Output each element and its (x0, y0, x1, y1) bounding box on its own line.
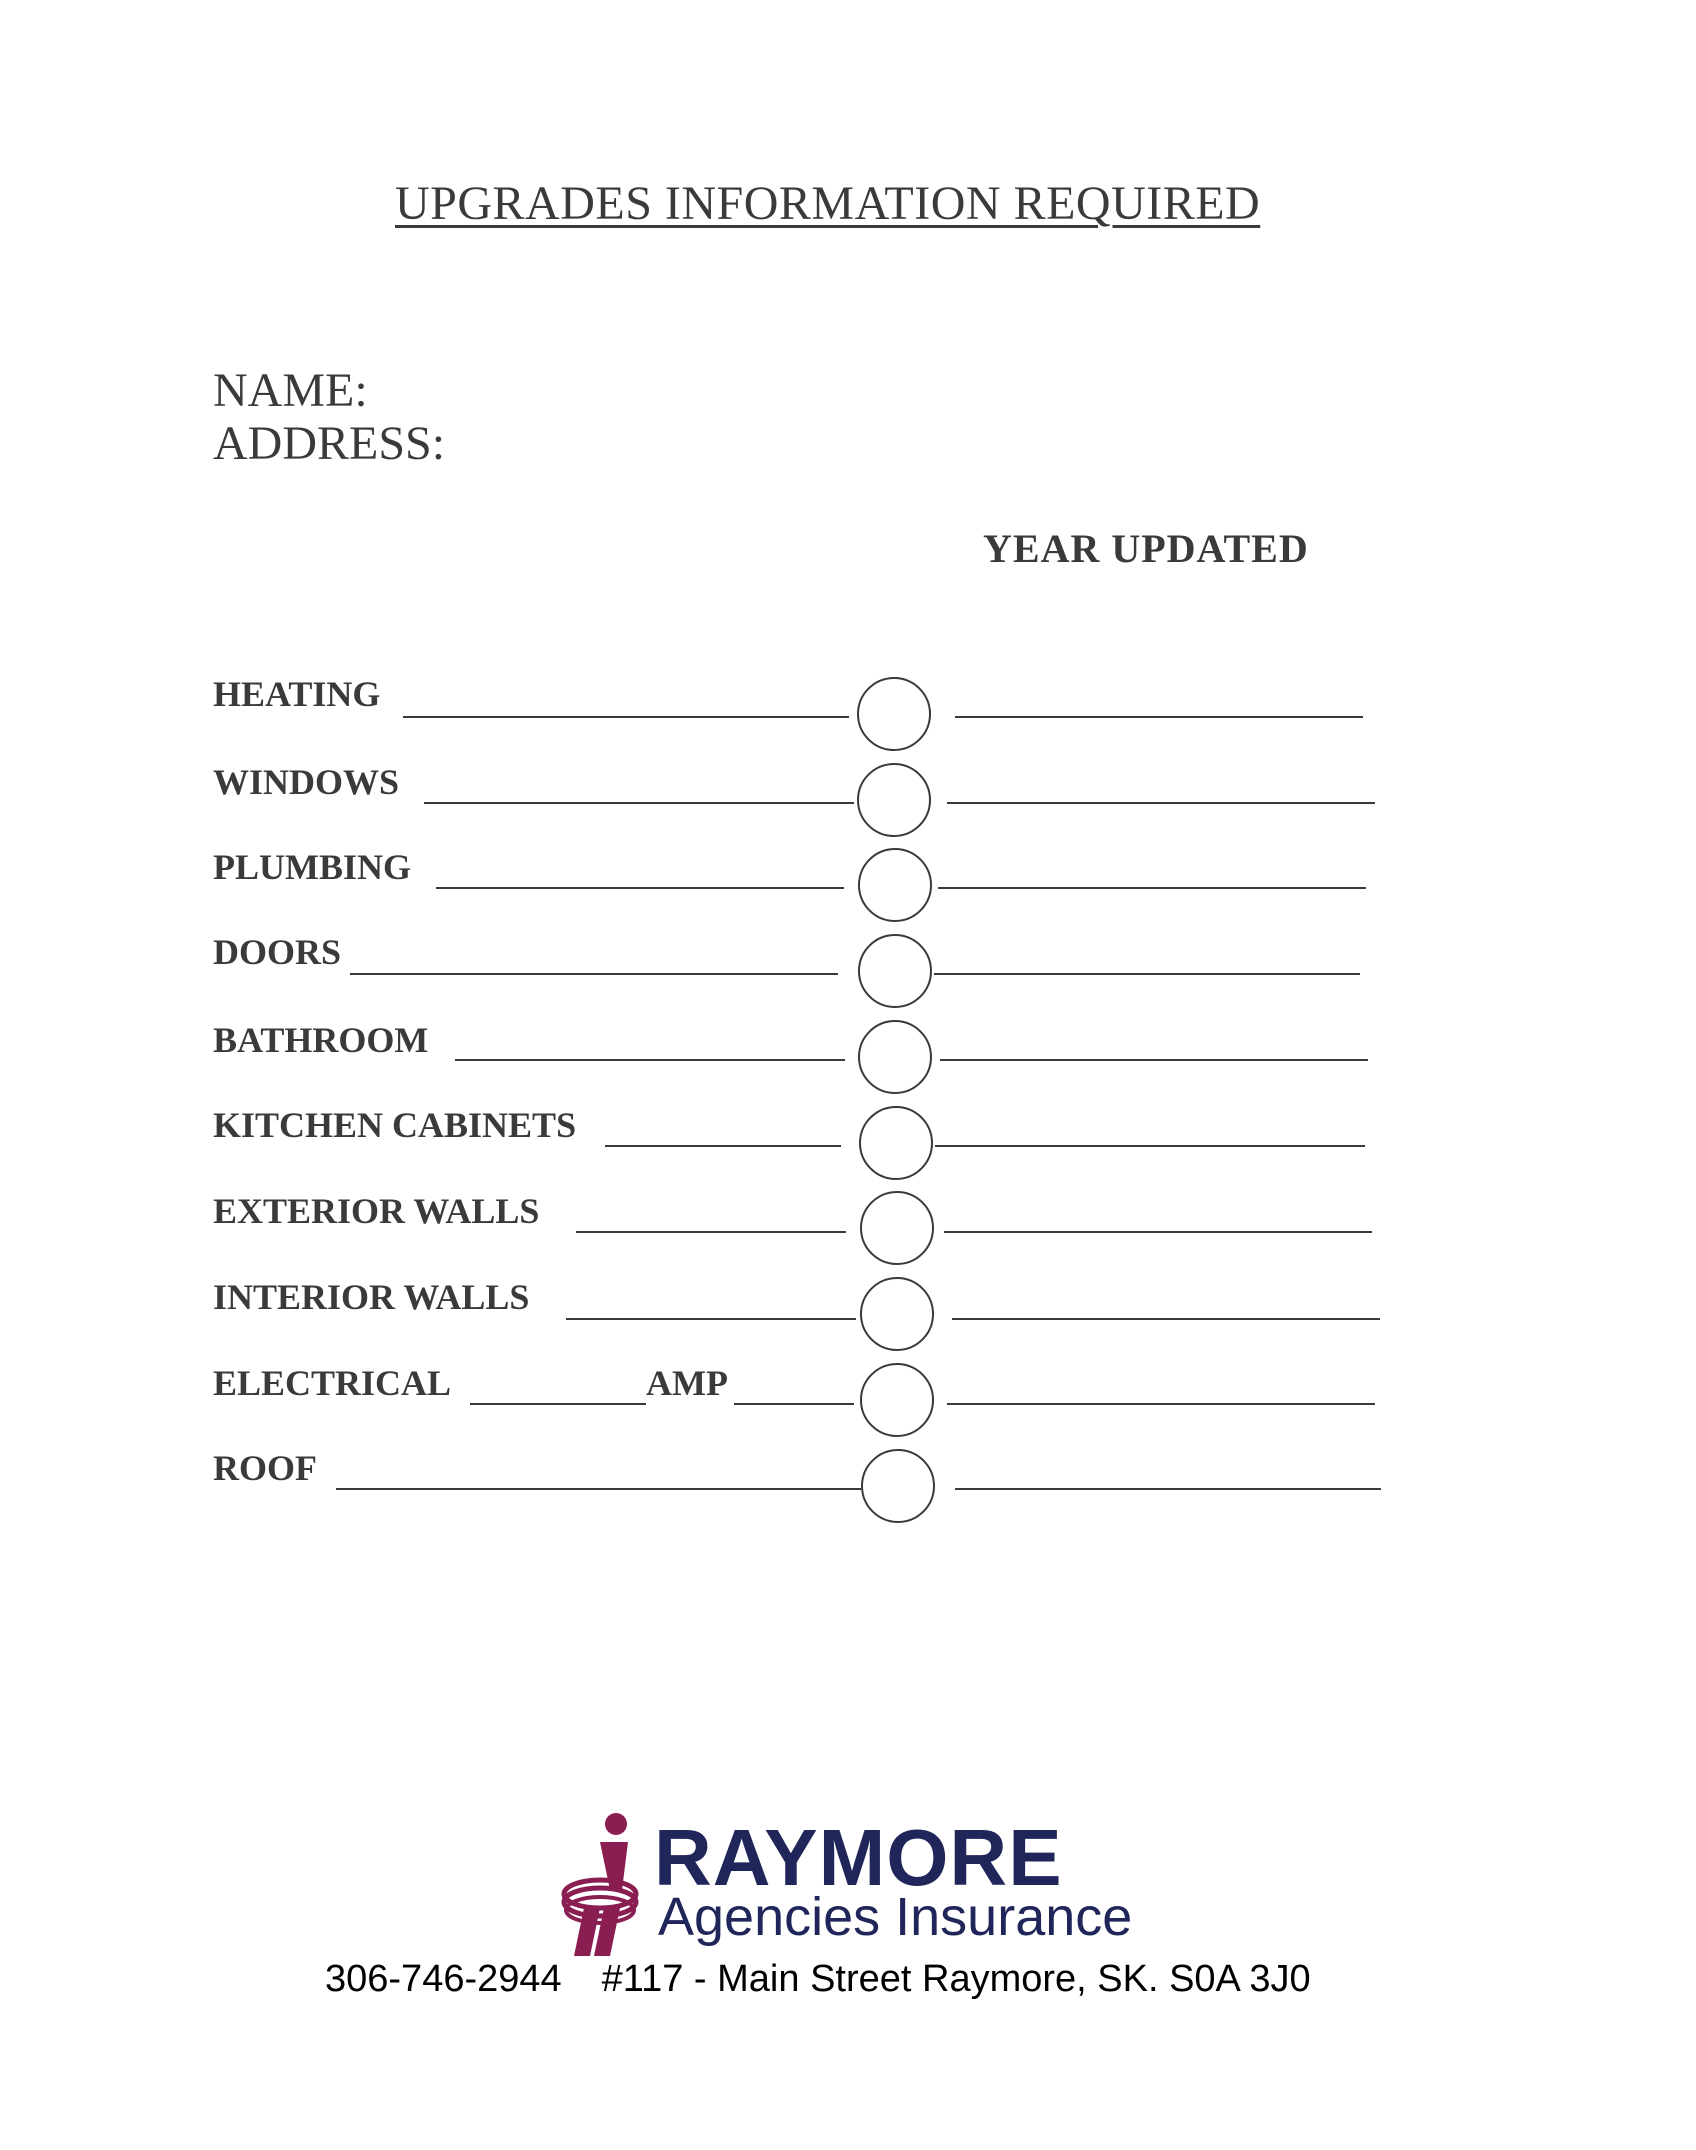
electrical-checkbox-circle[interactable] (860, 1363, 934, 1437)
kitchen-cabinets-checkbox-circle[interactable] (859, 1106, 933, 1180)
row-label-plumbing: PLUMBING (213, 847, 411, 887)
bathroom-checkbox-circle[interactable] (858, 1020, 932, 1094)
form-title: UPGRADES INFORMATION REQUIRED (395, 177, 1261, 230)
heating-year-line[interactable] (955, 716, 1363, 718)
windows-checkbox-circle[interactable] (857, 763, 931, 837)
electrical-input-line[interactable] (470, 1403, 646, 1405)
roof-input-line[interactable] (336, 1488, 861, 1490)
row-label-electrical: ELECTRICAL (213, 1363, 452, 1403)
roof-checkbox-circle[interactable] (861, 1449, 935, 1523)
plumbing-input-line[interactable] (436, 887, 844, 889)
heating-checkbox-circle[interactable] (857, 677, 931, 751)
brand-name: RAYMORE (654, 1813, 1063, 1902)
interior-walls-year-line[interactable] (952, 1318, 1380, 1320)
footer-address: #117 - Main Street Raymore, SK. S0A 3J0 (601, 1958, 1311, 2000)
bathroom-year-line[interactable] (940, 1059, 1368, 1061)
brand-subtitle: Agencies Insurance (658, 1887, 1133, 1947)
exterior-walls-input-line[interactable] (576, 1231, 846, 1233)
person-ring-icon (560, 1810, 642, 1960)
footer-phone: 306-746-2944 (325, 1958, 562, 2000)
interior-walls-input-line[interactable] (566, 1318, 856, 1320)
row-label-windows: WINDOWS (213, 762, 400, 802)
row-label-amp: AMP (646, 1363, 728, 1403)
row-label-roof: ROOF (213, 1448, 317, 1488)
electrical-year-line[interactable] (947, 1403, 1375, 1405)
heating-input-line[interactable] (403, 716, 849, 718)
row-label-exterior-walls: EXTERIOR WALLS (213, 1191, 540, 1231)
footer-contact (325, 1958, 1311, 2001)
kitchen-cabinets-year-line[interactable] (935, 1145, 1365, 1147)
plumbing-checkbox-circle[interactable] (858, 848, 932, 922)
doors-checkbox-circle[interactable] (858, 934, 932, 1008)
year-updated-header: YEAR UPDATED (983, 526, 1309, 571)
address-label: ADDRESS: (213, 417, 446, 470)
plumbing-year-line[interactable] (938, 887, 1366, 889)
exterior-walls-year-line[interactable] (944, 1231, 1372, 1233)
amp-input-line[interactable] (734, 1403, 854, 1405)
doors-input-line[interactable] (350, 973, 838, 975)
name-label: NAME: (213, 364, 368, 417)
kitchen-cabinets-input-line[interactable] (605, 1145, 841, 1147)
windows-input-line[interactable] (424, 802, 854, 804)
row-label-interior-walls: INTERIOR WALLS (213, 1277, 530, 1317)
row-label-bathroom: BATHROOM (213, 1020, 429, 1060)
windows-year-line[interactable] (947, 802, 1375, 804)
exterior-walls-checkbox-circle[interactable] (860, 1191, 934, 1265)
doors-year-line[interactable] (934, 973, 1360, 975)
roof-year-line[interactable] (955, 1488, 1381, 1490)
row-label-kitchen-cabinets: KITCHEN CABINETS (213, 1105, 577, 1145)
row-label-doors: DOORS (213, 932, 342, 972)
interior-walls-checkbox-circle[interactable] (860, 1277, 934, 1351)
row-label-heating: HEATING (213, 674, 381, 714)
bathroom-input-line[interactable] (455, 1059, 845, 1061)
